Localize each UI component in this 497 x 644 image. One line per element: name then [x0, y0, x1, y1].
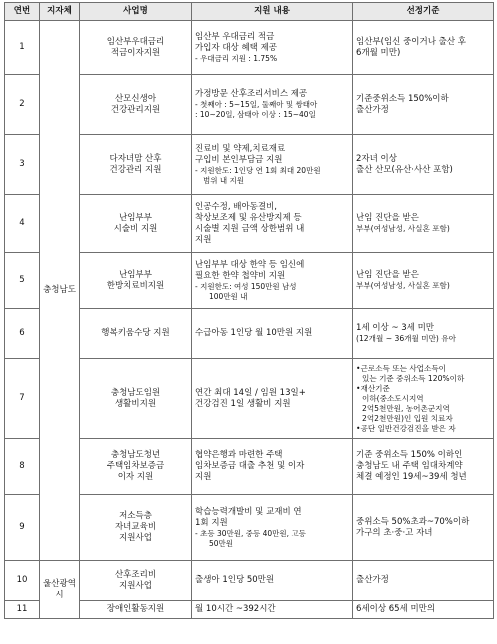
program-name: 충청남도청년 주택임차보증금 이자 지원 — [80, 439, 192, 495]
header-support: 지원 내용 — [192, 3, 353, 21]
program-name: 장애인활동지원 — [80, 601, 192, 619]
support-content: 가정방문 산후조리서비스 제공 - 첫째아 : 5~15일, 둘째아 및 쌍태아 : 10~20일, 삼태아 이상 : 15~40일 — [192, 75, 353, 135]
header-year: 연번 — [5, 3, 40, 21]
program-name: 다자녀맘 산후 건강관리 지원 — [80, 135, 192, 195]
row-number: 8 — [5, 439, 40, 495]
selection-criteria: 난임 진단을 받은 부부(여성남성, 사실혼 포함) — [353, 195, 494, 253]
program-name: 산후조리비 지원사업 — [80, 561, 192, 601]
support-content: 난임부부 대상 한약 등 임신에 필요한 한약 첩약비 지원 - 지원한도: 여성 150만원 남성 100만원 내 — [192, 253, 353, 309]
program-name: 행복키움수당 지원 — [80, 309, 192, 359]
support-content: 출생아 1인당 50만원 — [192, 561, 353, 601]
program-name: 산모신생아 건강관리지원 — [80, 75, 192, 135]
program-name: 저소득층 자녀교육비 지원사업 — [80, 495, 192, 561]
row-number: 11 — [5, 601, 40, 619]
row-number: 4 — [5, 195, 40, 253]
header-name: 사업명 — [80, 3, 192, 21]
row-number: 2 — [5, 75, 40, 135]
row-number: 3 — [5, 135, 40, 195]
row-number: 7 — [5, 359, 40, 439]
program-name: 충청남도임원 생활비지원 — [80, 359, 192, 439]
program-name: 임산부우대금리 적금이자지원 — [80, 21, 192, 75]
row-number: 9 — [5, 495, 40, 561]
support-content: 학습능력개발비 및 교재비 연 1회 지원 - 초등 30만원, 중등 40만원, 고등 50만원 — [192, 495, 353, 561]
table-row — [5, 21, 494, 75]
selection-criteria: 2자녀 이상 출산 산모(유산·사산 포함) — [353, 135, 494, 195]
row-number: 5 — [5, 253, 40, 309]
selection-criteria: 기준 중위소득 150% 이하인 충청남도 내 주택 임대차계약 체결 예정인 19세~39세 청년 — [353, 439, 494, 495]
program-name: 난임부부 한방치료비지원 — [80, 253, 192, 309]
selection-criteria: 중위소득 50%초과~70%이하 가구의 초·중·고 자녀 — [353, 495, 494, 561]
selection-criteria: •근로소득 또는 사업소득이 있는 기준 중위소득 120%이하 •재산기준 이하(중소도시지역 2억5천만원, 농어촌군지역 2억2천만원)인 입원 치료자 •공단 일반건강검진을 받은 자 — [353, 359, 494, 439]
support-content: 인공수정, 배아동결비, 착상보조제 및 유산방지제 등 시술별 지원 금액 상한범위 내 지원 — [192, 195, 353, 253]
support-content: 진료비 및 약제,치료재료 구입비 본인부담금 지원 - 지원한도: 1인당 연 1회 최대 20만원 범위 내 지원 — [192, 135, 353, 195]
row-number: 10 — [5, 561, 40, 601]
selection-criteria: 임산부(임신 중이거나 출산 후 6개월 미만) — [353, 21, 494, 75]
support-content: 수급아동 1인당 월 10만원 지원 — [192, 309, 353, 359]
selection-criteria: 기준중위소득 150%이하 출산가정 — [353, 75, 494, 135]
region-cell: 충청남도 — [40, 21, 80, 561]
row-number: 6 — [5, 309, 40, 359]
selection-criteria: 1세 이상 ~ 3세 미만 (12개월 ~ 36개월 미만) 유아 — [353, 309, 494, 359]
row-number: 1 — [5, 21, 40, 75]
selection-criteria: 출산가정 — [353, 561, 494, 601]
support-content: 월 10시간 ~392시간 — [192, 601, 353, 619]
support-content: 협약은행과 마련한 주택 임차보증금 대출 추천 및 이자 지원 — [192, 439, 353, 495]
selection-criteria: 6세이상 65세 미만의 — [353, 601, 494, 619]
support-content: 연간 최대 14일 / 임원 13일+ 건강검진 1일 생활비 지원 — [192, 359, 353, 439]
selection-criteria: 난임 진단을 받은 부부(여성남성, 사실혼 포함) — [353, 253, 494, 309]
region-cell: 울산광역시 — [40, 561, 80, 619]
header-region: 지자체 — [40, 3, 80, 21]
header-row — [5, 3, 494, 21]
policy-table — [4, 2, 494, 619]
support-content: 임산부 우대금리 적금 가입자 대상 혜택 제공 - 우대금리 지원 : 1.75% — [192, 21, 353, 75]
program-name: 난임부부 시술비 지원 — [80, 195, 192, 253]
header-criteria: 선정기준 — [353, 3, 494, 21]
table-row — [5, 561, 494, 601]
